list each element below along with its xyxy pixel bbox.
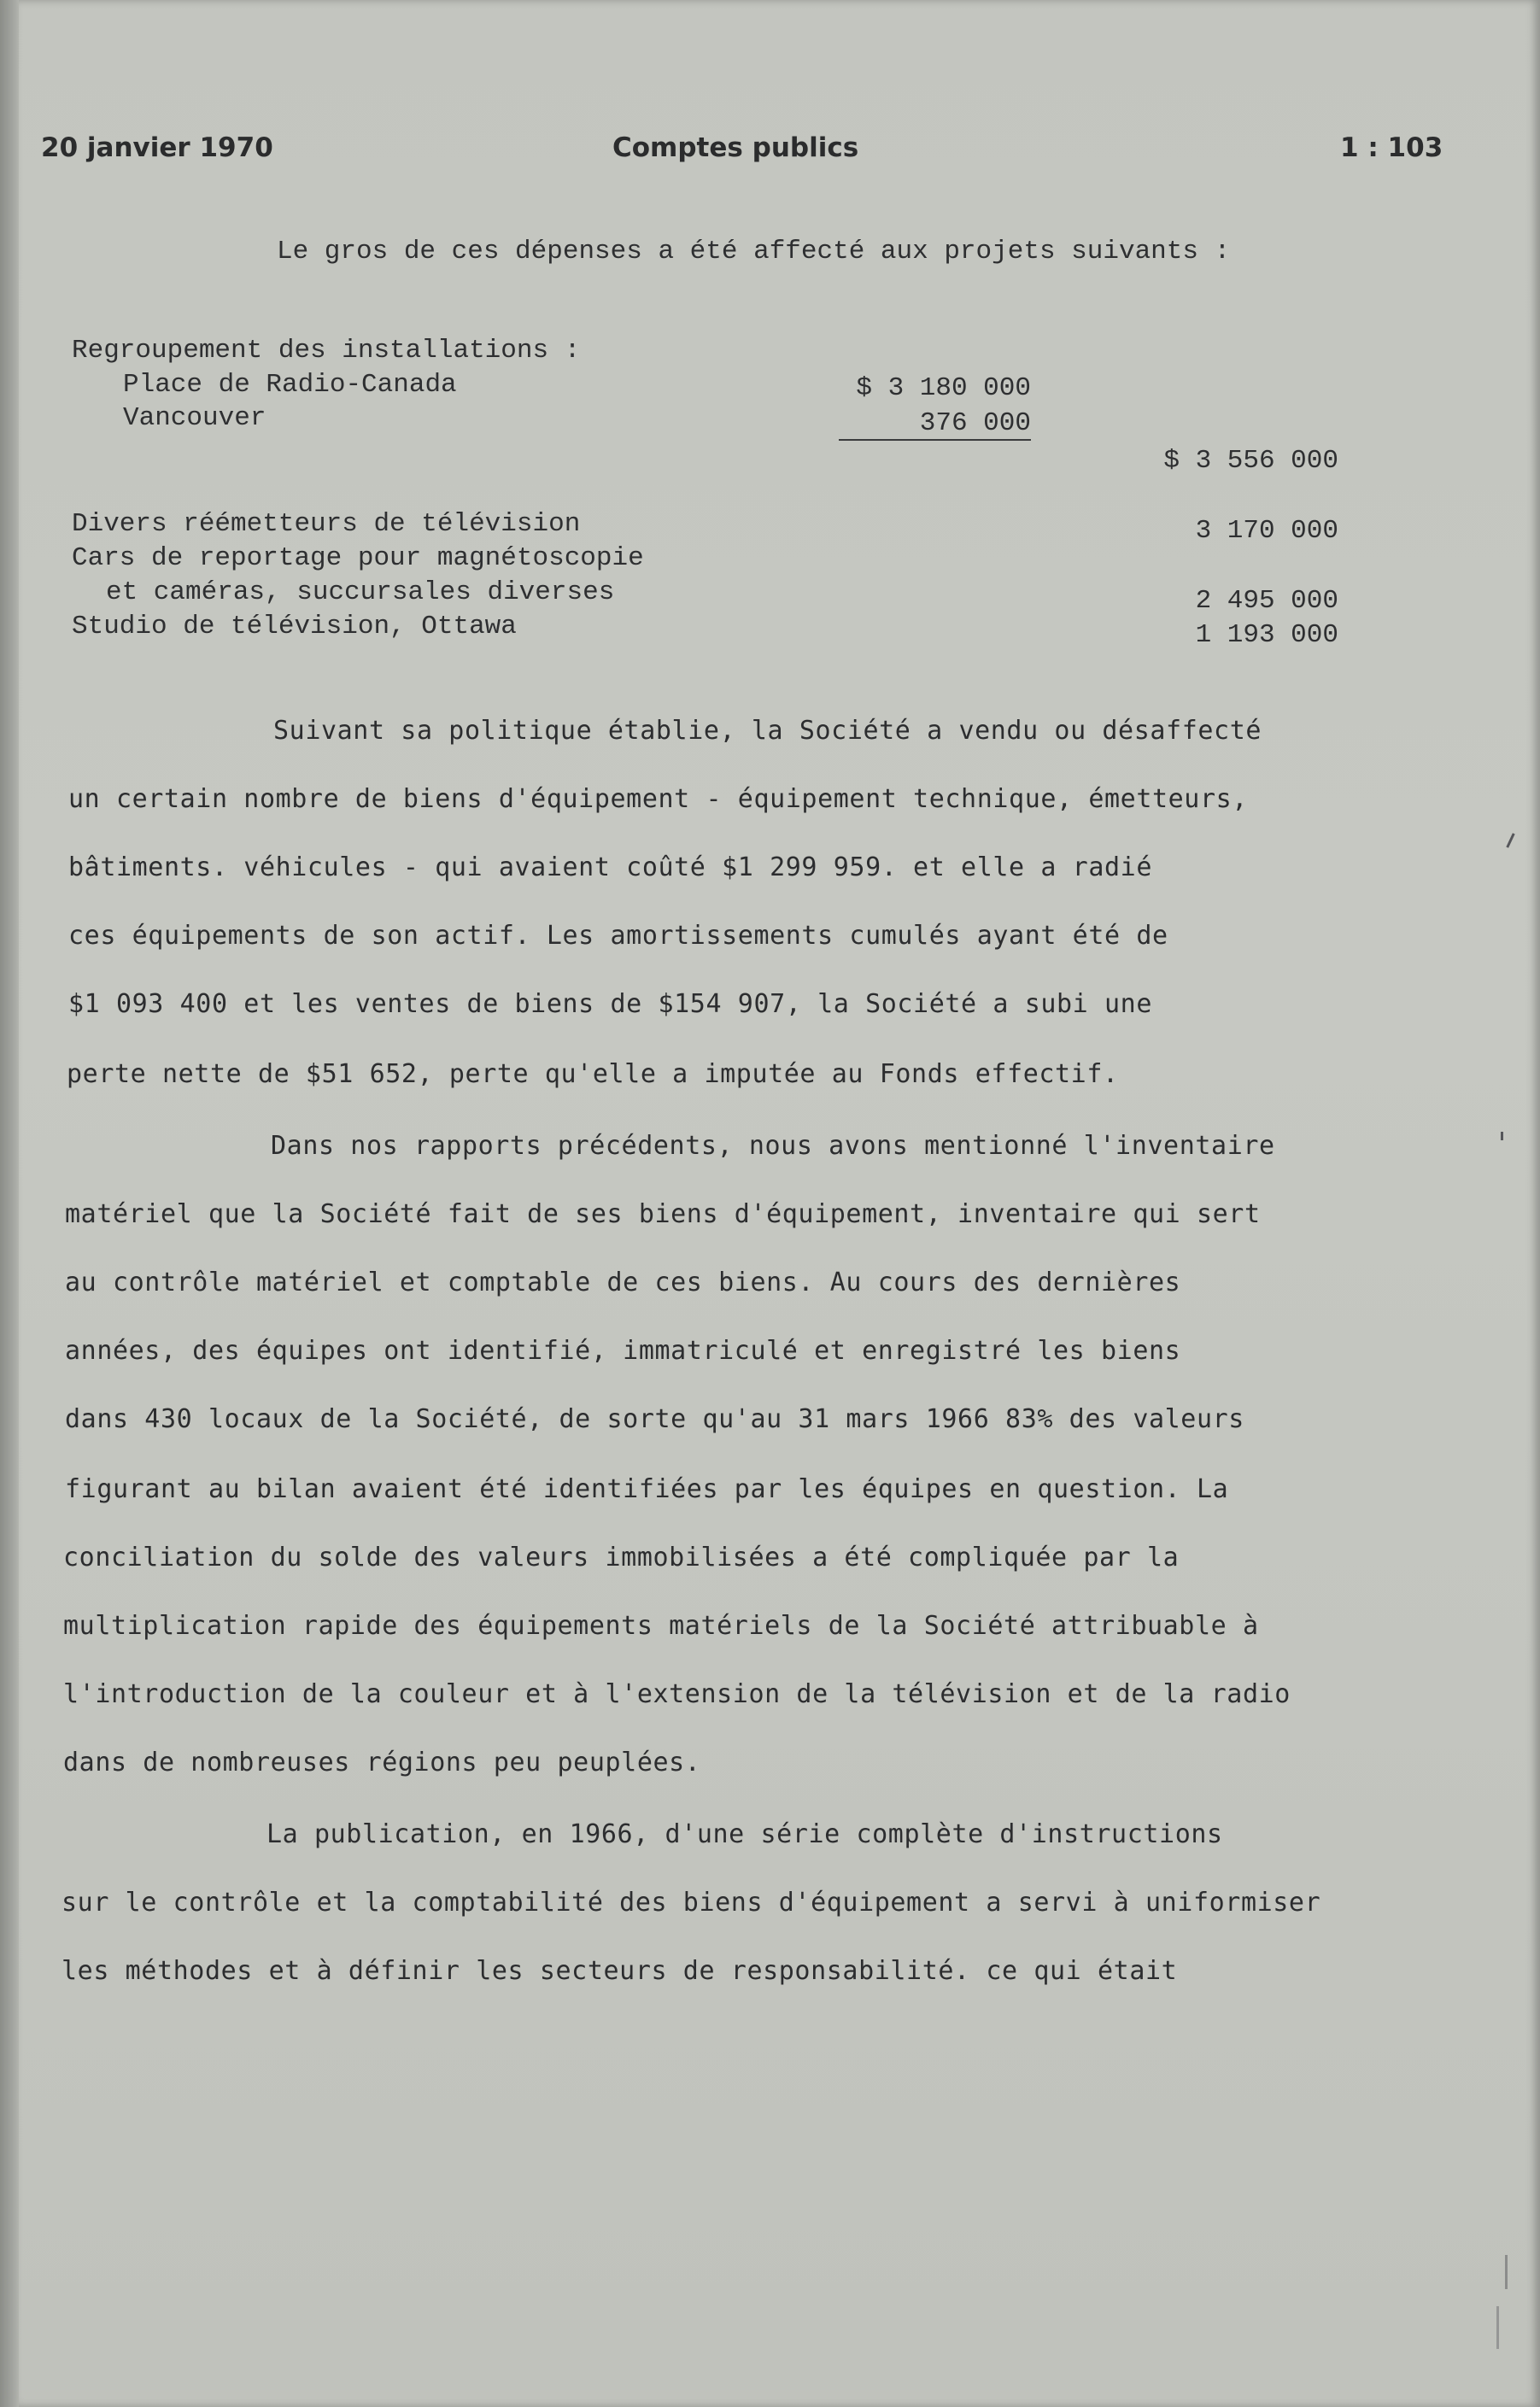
group-total-amount: $ 3 556 000 [1163,446,1338,476]
scan-mark [1506,833,1514,848]
document-page [19,0,1540,2407]
paragraph-line: un certain nombre de biens d'équipement - équipement technique, émetteurs, [68,784,1248,814]
table-row-amount: 2 495 000 [1195,586,1338,616]
table-row-label: et caméras, succursales diverses [106,577,615,607]
paragraph-line: au contrôle matériel et comptable de ces biens. Au cours des dernières [65,1268,1181,1297]
paragraph-line: dans 430 locaux de la Société, de sorte qu'au 31 mars 1966 83% des valeurs [65,1404,1244,1434]
table-row-label: Divers réémetteurs de télévision [72,509,581,539]
paragraph-line: bâtiments. véhicules - qui avaient coûté $1 299 959. et elle a radié [68,852,1152,882]
book-spine-shadow [0,0,20,2407]
intro-line: Le gros de ces dépenses a été affecté aux projets suivants : [277,237,1231,266]
paragraph-line: les méthodes et à définir les secteurs de responsabilité. ce qui était [61,1956,1178,1986]
paragraph-line: multiplication rapide des équipements matériels de la Société attribuable à [63,1611,1259,1641]
paragraph-line: $1 093 400 et les ventes de biens de $154 907, la Société a subi une [68,989,1152,1019]
scan-mark [1505,2255,1508,2289]
group-label: Regroupement des installations : [72,336,581,366]
sub-item-amount: 376 000 [919,408,1031,438]
paragraph-line: années, des équipes ont identifié, immatriculé et enregistré les biens [65,1336,1181,1366]
sub-item-label: Place de Radio-Canada [123,370,457,400]
paragraph-line: Dans nos rapports précédents, nous avons mentionné l'inventaire [271,1131,1275,1161]
table-row-label: Studio de télévision, Ottawa [72,612,517,641]
sub-item-label: Vancouver [123,403,266,433]
sub-item-amount: $ 3 180 000 [856,373,1031,403]
paragraph-line: l'introduction de la couleur et à l'extension de la télévision et de la radio [63,1679,1291,1709]
paragraph-line: matériel que la Société fait de ses biens d'équipement, inventaire qui sert [65,1199,1261,1229]
header-title: Comptes publics [612,132,859,163]
paragraph-line: sur le contrôle et la comptabilité des biens d'équipement a servi à uniformiser [61,1888,1321,1918]
paragraph-line: perte nette de $51 652, perte qu'elle a imputée au Fonds effectif. [67,1059,1119,1089]
paragraph-line: Suivant sa politique établie, la Société a vendu ou désaffecté [273,716,1262,746]
paragraph-line: ces équipements de son actif. Les amortissements cumulés ayant été de [68,921,1168,951]
paragraph-line: La publication, en 1966, d'une série complète d'instructions [266,1819,1223,1849]
scan-mark [1496,2306,1499,2349]
table-row-amount: 1 193 000 [1195,620,1338,650]
scan-mark [1501,1132,1503,1140]
paragraph-line: dans de nombreuses régions peu peuplées. [63,1748,701,1777]
paragraph-line: figurant au bilan avaient été identifiées par les équipes en question. La [65,1474,1229,1504]
table-row-label: Cars de reportage pour magnétoscopie [72,543,644,573]
table-row-amount: 3 170 000 [1195,516,1338,546]
subtotal-rule [839,439,1031,441]
header-page-number: 1 : 103 [1340,132,1443,163]
header-date: 20 janvier 1970 [41,132,273,163]
paragraph-line: conciliation du solde des valeurs immobilisées a été compliquée par la [63,1543,1180,1572]
